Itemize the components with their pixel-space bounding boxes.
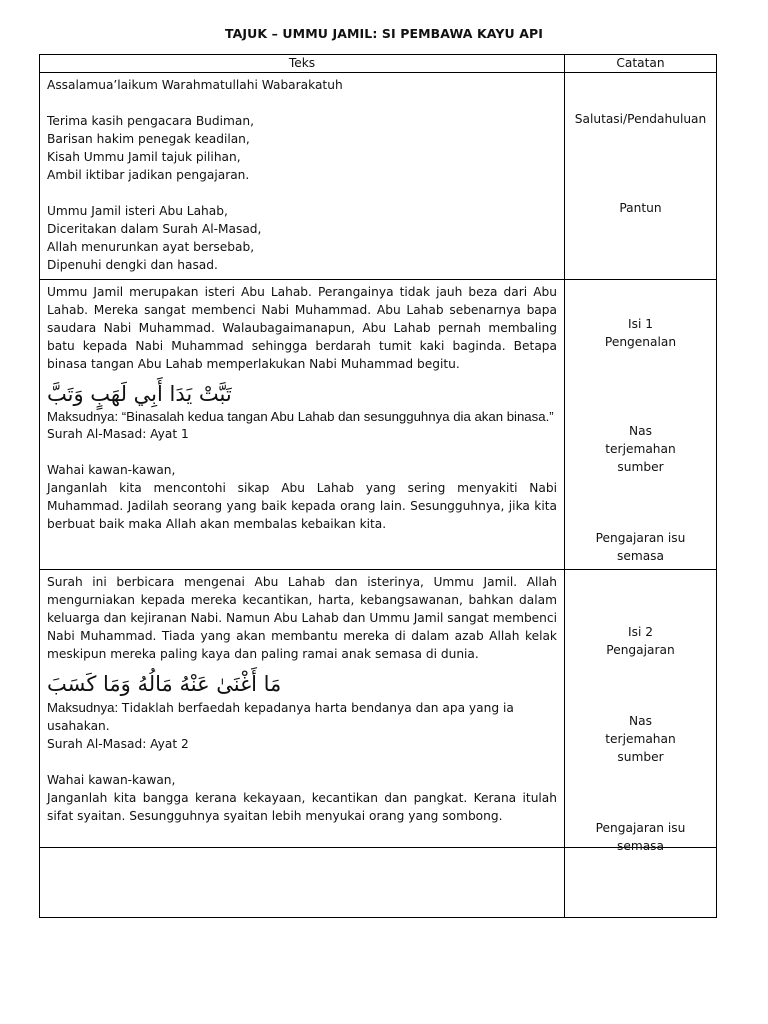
pantun-line: Diceritakan dalam Surah Al-Masad, — [47, 222, 262, 236]
pantun-line: Dipenuhi dengki dan hasad. — [47, 258, 218, 272]
header-teks: Teks — [40, 55, 565, 73]
teks-cell — [40, 73, 565, 280]
verse-source: Surah Al-Masad: Ayat 2 — [47, 737, 189, 751]
table-row — [40, 570, 717, 848]
translation-label: Maksudnya: T — [47, 700, 130, 715]
table-row — [40, 280, 717, 570]
note-isi: Isi 1 Pengenalan — [604, 317, 677, 349]
verse-source: Surah Al-Masad: Ayat 1 — [47, 427, 189, 441]
pantun-line: Terima kasih pengacara Budiman, — [47, 114, 254, 128]
document-title: TAJUK – UMMU JAMIL: SI PEMBAWA KAYU API — [224, 26, 544, 41]
arabic-verse: مَا أَغْنَىٰ عَنْهُ مَالُهُ وَمَا كَسَبَ — [47, 672, 282, 696]
teks-cell — [40, 848, 565, 918]
table-row — [40, 73, 717, 280]
teks-cell — [40, 570, 565, 848]
note-isi: Isi 2 Pengajaran — [606, 625, 675, 657]
lesson-paragraph: Janganlah kita mencontohi sikap Abu Lahab yang sering menyakiti Nabi Muhammad. Jadilah seorang yang baik kepada orang lain. Sesungguhnya, jika kita berbuat baik maka Allah akan membalas kebaikan kita. — [47, 481, 557, 531]
catatan-cell — [565, 280, 717, 570]
address-line: Wahai kawan-kawan, — [47, 773, 176, 787]
verse-translation — [47, 699, 557, 735]
isi-paragraph: Surah ini berbicara mengenai Abu Lahab dan isterinya, Ummu Jamil. Allah mengurniakan kepada mereka kecantikan, harta, kebangsawanan, bahkan dalam keluarga dan kejiranan Nabi. Namun Abu Lahab dan Ummu Jamil sangat membenci Nabi Muhammad. Tiada yang akan membantu mereka di dalam azab Allah kelak meskipun mereka paling kaya dan paling ramai anak semasa di dunia. — [47, 575, 557, 661]
note-pantun: Pantun — [619, 201, 662, 215]
catatan-cell — [565, 570, 717, 853]
pantun-line: Barisan hakim penegak keadilan, — [47, 132, 250, 146]
pantun-line: Allah menurunkan ayat bersebab, — [47, 240, 255, 254]
verse-translation: Maksudnya: “Binasalah kedua tangan Abu Lahab dan sesungguhnya dia akan binasa.” — [47, 409, 554, 424]
teks-cell — [40, 280, 565, 570]
address-line: Wahai kawan-kawan, — [47, 463, 176, 477]
note-salutasi: Salutasi/Pendahuluan — [574, 112, 707, 126]
pantun-line: Ambil iktibar jadikan pengajaran. — [47, 168, 250, 182]
greeting: Assalamua’laikum Warahmatullahi Wabarakatuh — [47, 78, 343, 92]
note-nas: Nas terjemahan sumber — [605, 424, 676, 474]
catatan-cell — [565, 848, 717, 918]
translation-text: idaklah berfaedah kepadanya harta bendanya dan apa yang ia usahakan. — [47, 701, 514, 733]
isi-paragraph: Ummu Jamil merupakan isteri Abu Lahab. Perangainya tidak jauh beza dari Abu Lahab. Mereka sangat membenci Nabi Muhammad. Abu Lahab sebenarnya bapa saudara Nabi Muhammad. Walaubagaimanapun, Abu Lahab pernah membaling batu kepada Nabi Muhammad sehingga berdarah tumit kaki baginda. Betapa binasa tangan Abu Lahab memperlakukan Nabi Muhammad begitu. — [47, 285, 557, 371]
speech-table — [39, 54, 717, 918]
lesson-paragraph: Janganlah kita bangga kerana kekayaan, kecantikan dan pangkat. Kerana itulah sifat syaitan. Sesungguhnya syaitan lebih menyukai orang yang sombong. — [47, 791, 557, 823]
table-row — [40, 848, 717, 918]
table-header-row — [40, 55, 717, 73]
note-pengajaran: Pengajaran isu semasa — [595, 531, 686, 563]
pantun-line: Ummu Jamil isteri Abu Lahab, — [47, 204, 228, 218]
arabic-verse: تَبَّتْ يَدَا أَبِي لَهَبٍ وَتَبَّ — [47, 382, 232, 406]
note-nas: Nas terjemahan sumber — [605, 714, 676, 764]
header-catatan: Catatan — [565, 55, 717, 73]
note-pengajaran: Pengajaran isu semasa — [595, 821, 686, 853]
pantun-line: Kisah Ummu Jamil tajuk pilihan, — [47, 150, 241, 164]
catatan-cell — [565, 73, 717, 280]
